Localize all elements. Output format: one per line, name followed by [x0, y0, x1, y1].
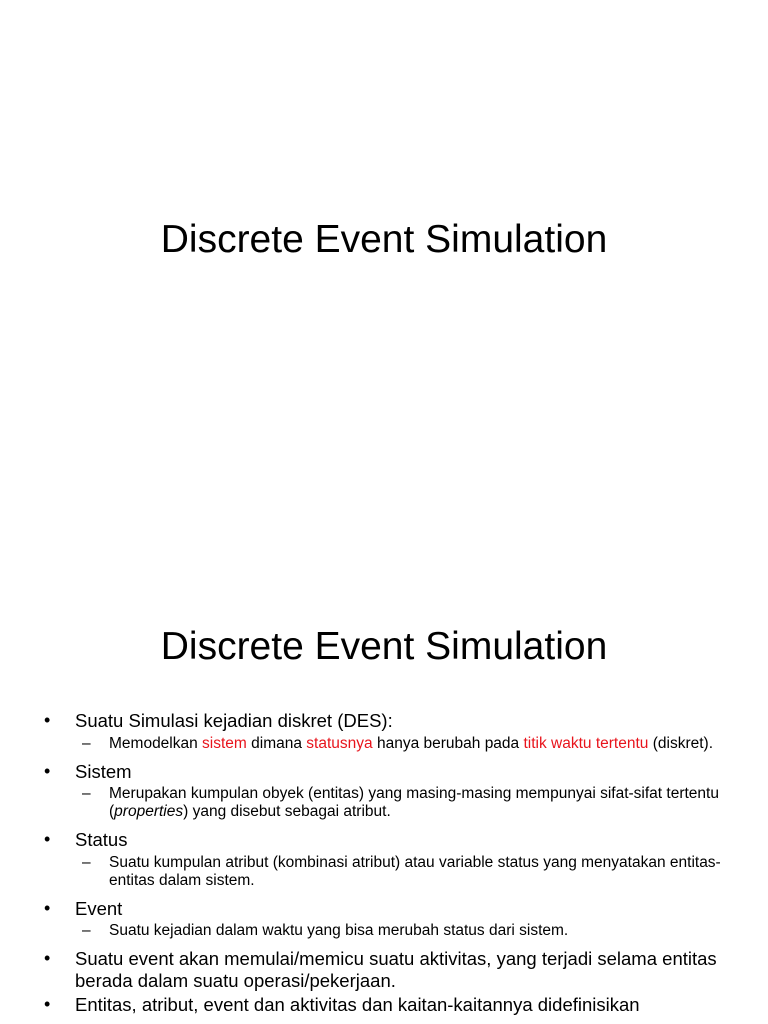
sub-item-des-definition [0, 735, 768, 753]
bullet-marker: • [44, 897, 51, 918]
bullet-list [0, 710, 768, 1019]
bullet-item-status [0, 829, 768, 851]
highlight-sistem: sistem [202, 734, 247, 752]
bullet-item-event-trigger [0, 948, 768, 991]
bullet-marker: • [44, 829, 51, 849]
bullet-item-des [0, 710, 768, 732]
content-slide [0, 576, 768, 1024]
dash-marker: – [82, 785, 91, 802]
bullet-marker: • [44, 994, 51, 1014]
bullet-marker: • [44, 760, 51, 781]
sub-item-status-definition [0, 854, 768, 890]
sub-item-event-definition [0, 922, 768, 940]
dash-marker: – [82, 734, 91, 752]
dash-marker: – [82, 853, 91, 871]
sub-text: Merupakan kumpulan obyek (entitas) yang masing-masing mempunyai sifat-sifat tertentu ( [109, 785, 719, 820]
italic-properties: properties [114, 803, 184, 820]
sub-text: Suatu kejadian dalam waktu yang bisa merubah status dari sistem. [109, 922, 569, 939]
highlight-titik-waktu: titik waktu tertentu [523, 734, 649, 752]
slide-1-title: Discrete Event Simulation [160, 218, 608, 261]
highlight-statusnya: statusnya [306, 734, 373, 752]
bullet-text: Event [75, 897, 123, 919]
sub-text: dimana [246, 734, 307, 752]
bullet-text: Entitas, atribut, event dan aktivitas dan kaitan-kaitannya didefinisikan [75, 994, 640, 1015]
bullet-item-sistem [0, 761, 768, 783]
sub-text: (diskret). [648, 734, 713, 752]
sub-text: Suatu kumpulan atribut (kombinasi atribut) atau variable status yang menyatakan entitas-entitas dalam sistem. [109, 853, 721, 889]
bullet-marker: • [44, 948, 51, 968]
sub-text: hanya berubah pada [372, 734, 524, 752]
bullet-text: Sistem [75, 760, 132, 782]
bullet-marker: • [44, 710, 51, 730]
bullet-text: Suatu event akan memulai/memicu suatu aktivitas, yang terjadi selama entitas berada dalam suatu operasi/pekerjaan. [75, 948, 717, 991]
bullet-item-event [0, 898, 768, 920]
sub-text: ) yang disebut sebagai atribut. [183, 803, 391, 820]
sub-item-sistem-definition [0, 785, 768, 821]
bullet-item-entitas [0, 994, 768, 1016]
bullet-text: Status [75, 829, 128, 850]
dash-marker: – [82, 922, 91, 939]
slide-2-title: Discrete Event Simulation [160, 625, 608, 668]
bullet-text: Suatu Simulasi kejadian diskret (DES): [75, 710, 393, 731]
sub-text: Memodelkan [109, 734, 203, 752]
